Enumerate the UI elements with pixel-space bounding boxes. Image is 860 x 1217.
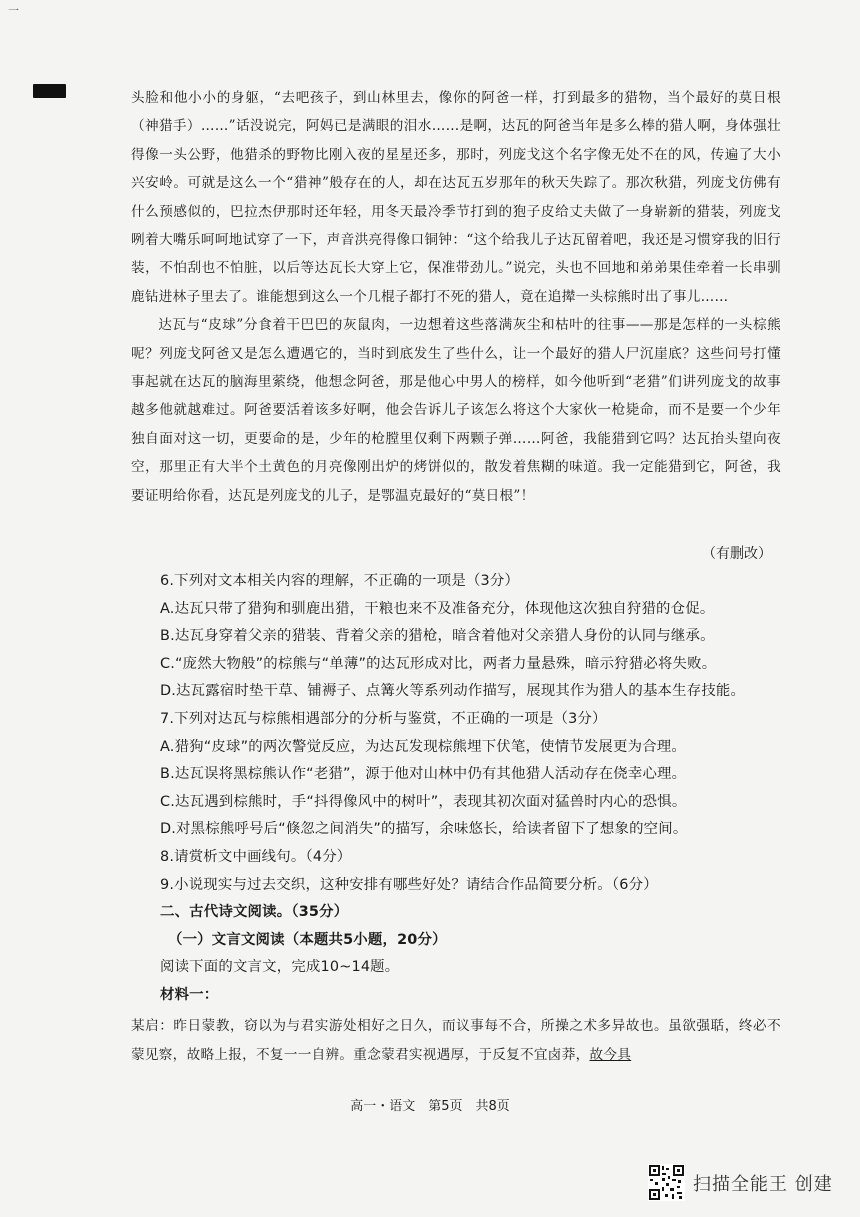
- question-7-option-c: C.达瓦遇到棕熊时，手“抖得像风中的树叶”，表现其初次面对猛兽时内心的恐惧。: [160, 793, 687, 810]
- underlined-sentence: 故今具: [589, 1046, 632, 1063]
- qr-code-icon: [648, 1164, 685, 1201]
- material-title: 材料一：: [160, 986, 219, 1003]
- question-7: 7.下列对达瓦与棕熊相遇部分的分析与鉴赏，不正确的一项是（3分）: [160, 710, 607, 727]
- watermark-text: 扫描全能王 创建: [693, 1173, 833, 1195]
- question-6-option-b: B.达瓦身穿着父亲的猎装、背着父亲的猎枪，暗含着他对父亲猎人身份的认同与继承。: [160, 628, 715, 645]
- question-7-option-d: D.对黑棕熊呼号后“倏忽之间消失”的描写，余味悠长，给读者留下了想象的空间。: [160, 821, 688, 838]
- passage-paragraph-2: 达瓦与“皮球”分食着干巴巴的灰鼠肉，一边想着这些落满灰尘和枯叶的往事——那是怎样的一头棕熊呢？列庞戈阿爸又是怎么遭遇它的，当时到底发生了些什么，让一个最好的猎人尸沉崖底？这些问号打懂事起就在达瓦的脑海里萦绕，他想念阿爸，那是他心中男人的榜样，如今他听到“老猎”们讲列庞戈的故事越多他就越难过。阿爸要活着该多好啊，他会告诉儿子该怎么将这个大家伙一枪毙命，而不是要一个少年独自面对这一切，更要命的是，少年的枪膛里仅剩下两颗子弹……阿爸，我能猎到它吗？达瓦抬头望向夜空，那里正有大半个土黄色的月亮像刚出炉的烤饼似的，散发着焦糊的味道。我一定能猎到它，阿爸，我要证明给你看，达瓦是列庞戈的儿子，是鄂温克最好的“莫日根”！: [131, 317, 781, 504]
- question-9: 9.小说现实与过去交织，这种安排有哪些好处？请结合作品简要分析。（6分）: [160, 876, 658, 893]
- classical-text-body: 某启：昨日蒙教，窃以为与君实游处相好之日久，而议事每不合，所操之术多异故也。虽欲强聒，终必不蒙见察，故略上报，不复一一自辨。重念蒙君实视遇厚，于反复不宜卤莽，: [131, 1018, 781, 1063]
- question-7-option-b: B.达瓦误将黑棕熊认作“老猎”，源于他对山林中仍有其他猎人活动存在侥幸心理。: [160, 766, 687, 783]
- classical-text: [131, 1012, 781, 1069]
- novel-passage: [131, 84, 781, 510]
- section-title: 二、古代诗文阅读。（35分）: [160, 904, 349, 921]
- question-8: 8.请赏析文中画线句。（4分）: [160, 848, 352, 865]
- question-7-option-a: A.猎狗“皮球”的两次警觉反应，为达瓦发现棕熊埋下伏笔，使情节发展更为合理。: [160, 738, 686, 755]
- section-subtitle: （一）文言文阅读（本题共5小题，20分）: [168, 931, 447, 948]
- question-list: [160, 568, 790, 1010]
- redaction-bar: [33, 84, 66, 98]
- question-6: 6.下列对文本相关内容的理解，不正确的一项是（3分）: [160, 573, 520, 589]
- passage-paragraph-1: 头脸和他小小的身躯，“去吧孩子，到山林里去，像你的阿爸一样，打到最多的猎物，当个最好的莫日根（神猎手）……”话没说完，阿妈已是满眼的泪水……是啊，达瓦的阿爸当年是多么棒的猎人啊，身体强壮得像一头公野，他猎杀的野物比刚入夜的星星还多，那时，列庞戈这个名字像无处不在的风，传遍了大小兴安岭。可就是这么一个“猎神”般存在的人，却在达瓦五岁那年的秋天失踪了。那次秋猎，列庞戈仿佛有什么预感似的，巴拉杰伊那时还年轻，用冬天最冷季节打到的狍子皮给丈夫做了一身崭新的猎装，列庞戈咧着大嘴乐呵呵地试穿了一下，声音洪亮得像口铜钟：“这个给我儿子达瓦留着吧，我还是习惯穿我的旧行装，不怕刮也不怕脏，以后等达瓦长大穿上它，保准带劲儿。”说完，头也不回地和弟弟果佳牵着一长串驯鹿钻进林子里去了。谁能想到这么一个几棍子都打不死的猎人，竟在追撵一头棕熊时出了事儿……: [131, 90, 781, 305]
- page-footer: 高一・语文 第5页 共8页: [350, 1099, 510, 1114]
- question-6-option-d: D.达瓦露宿时垫干草、铺褥子、点篝火等系列动作描写，展现其作为猎人的基本生存技能。: [160, 683, 746, 700]
- source-note: （有删改）: [702, 546, 772, 562]
- scanner-watermark: [648, 1164, 833, 1201]
- question-6-option-c: C.“庞然大物般”的棕熊与“单薄”的达瓦形成对比，两者力量悬殊，暗示狩猎必将失败。: [160, 655, 717, 672]
- question-6-option-a: A.达瓦只带了猎狗和驯鹿出猎，干粮也来不及准备充分，体现他这次独自狩猎的仓促。: [160, 600, 715, 617]
- section-instruction: 阅读下面的文言文，完成10~14题。: [160, 959, 400, 976]
- corner-mark: 一: [8, 4, 19, 17]
